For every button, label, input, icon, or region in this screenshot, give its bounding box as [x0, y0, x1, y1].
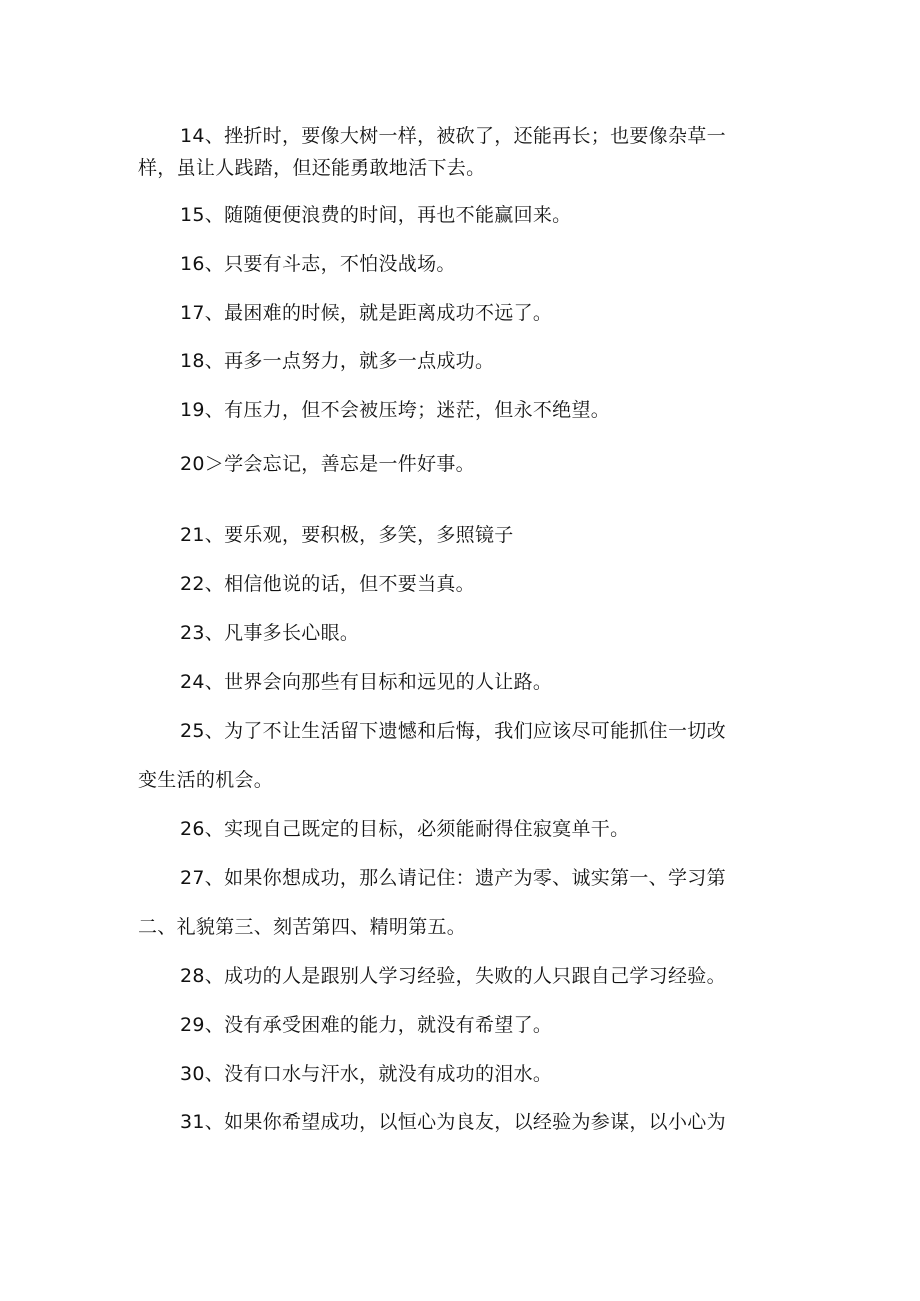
text-line: 15、随随便便浪费的时间，再也不能赢回来。: [180, 204, 572, 226]
text-line: 28、成功的人是跟别人学习经验，失败的人只跟自己学习经验。: [180, 965, 726, 987]
text-line: 19、有压力，但不会被压垮；迷茫，但永不绝望。: [180, 399, 611, 421]
text-line: 二、礼貌第三、刻苦第四、精明第五。: [138, 916, 467, 938]
text-line: 18、再多一点努力，就多一点成功。: [180, 350, 495, 372]
text-line: 26、实现自己既定的目标，必须能耐得住寂寞单干。: [180, 818, 630, 840]
text-line: 16、只要有斗志，不怕没战场。: [180, 253, 456, 275]
text-line: 20＞学会忘记，善忘是一件好事。: [180, 453, 475, 475]
text-line: 14、挫折时，要像大树一样，被砍了，还能再长；也要像杂草一: [180, 125, 726, 147]
text-line: 23、凡事多长心眼。: [180, 622, 360, 644]
text-line: 30、没有口水与汗水，就没有成功的泪水。: [180, 1063, 553, 1085]
text-line: 22、相信他说的话，但不要当真。: [180, 573, 475, 595]
text-line: 27、如果你想成功，那么请记住：遗产为零、诚实第一、学习第: [180, 867, 726, 889]
text-line: 31、如果你希望成功，以恒心为良友，以经验为参谋，以小心为: [180, 1111, 726, 1133]
text-line: 24、世界会向那些有目标和远见的人让路。: [180, 671, 553, 693]
text-line: 25、为了不让生活留下遗憾和后悔，我们应该尽可能抓住一切改: [180, 720, 726, 742]
text-line: 21、要乐观，要积极，多笑，多照镜子: [180, 524, 514, 546]
text-line: 变生活的机会。: [138, 769, 274, 791]
text-line: 17、最困难的时候，就是距离成功不远了。: [180, 302, 553, 324]
text-line: 样，虽让人践踏，但还能勇敢地活下去。: [138, 157, 486, 179]
text-line: 29、没有承受困难的能力，就没有希望了。: [180, 1014, 553, 1036]
